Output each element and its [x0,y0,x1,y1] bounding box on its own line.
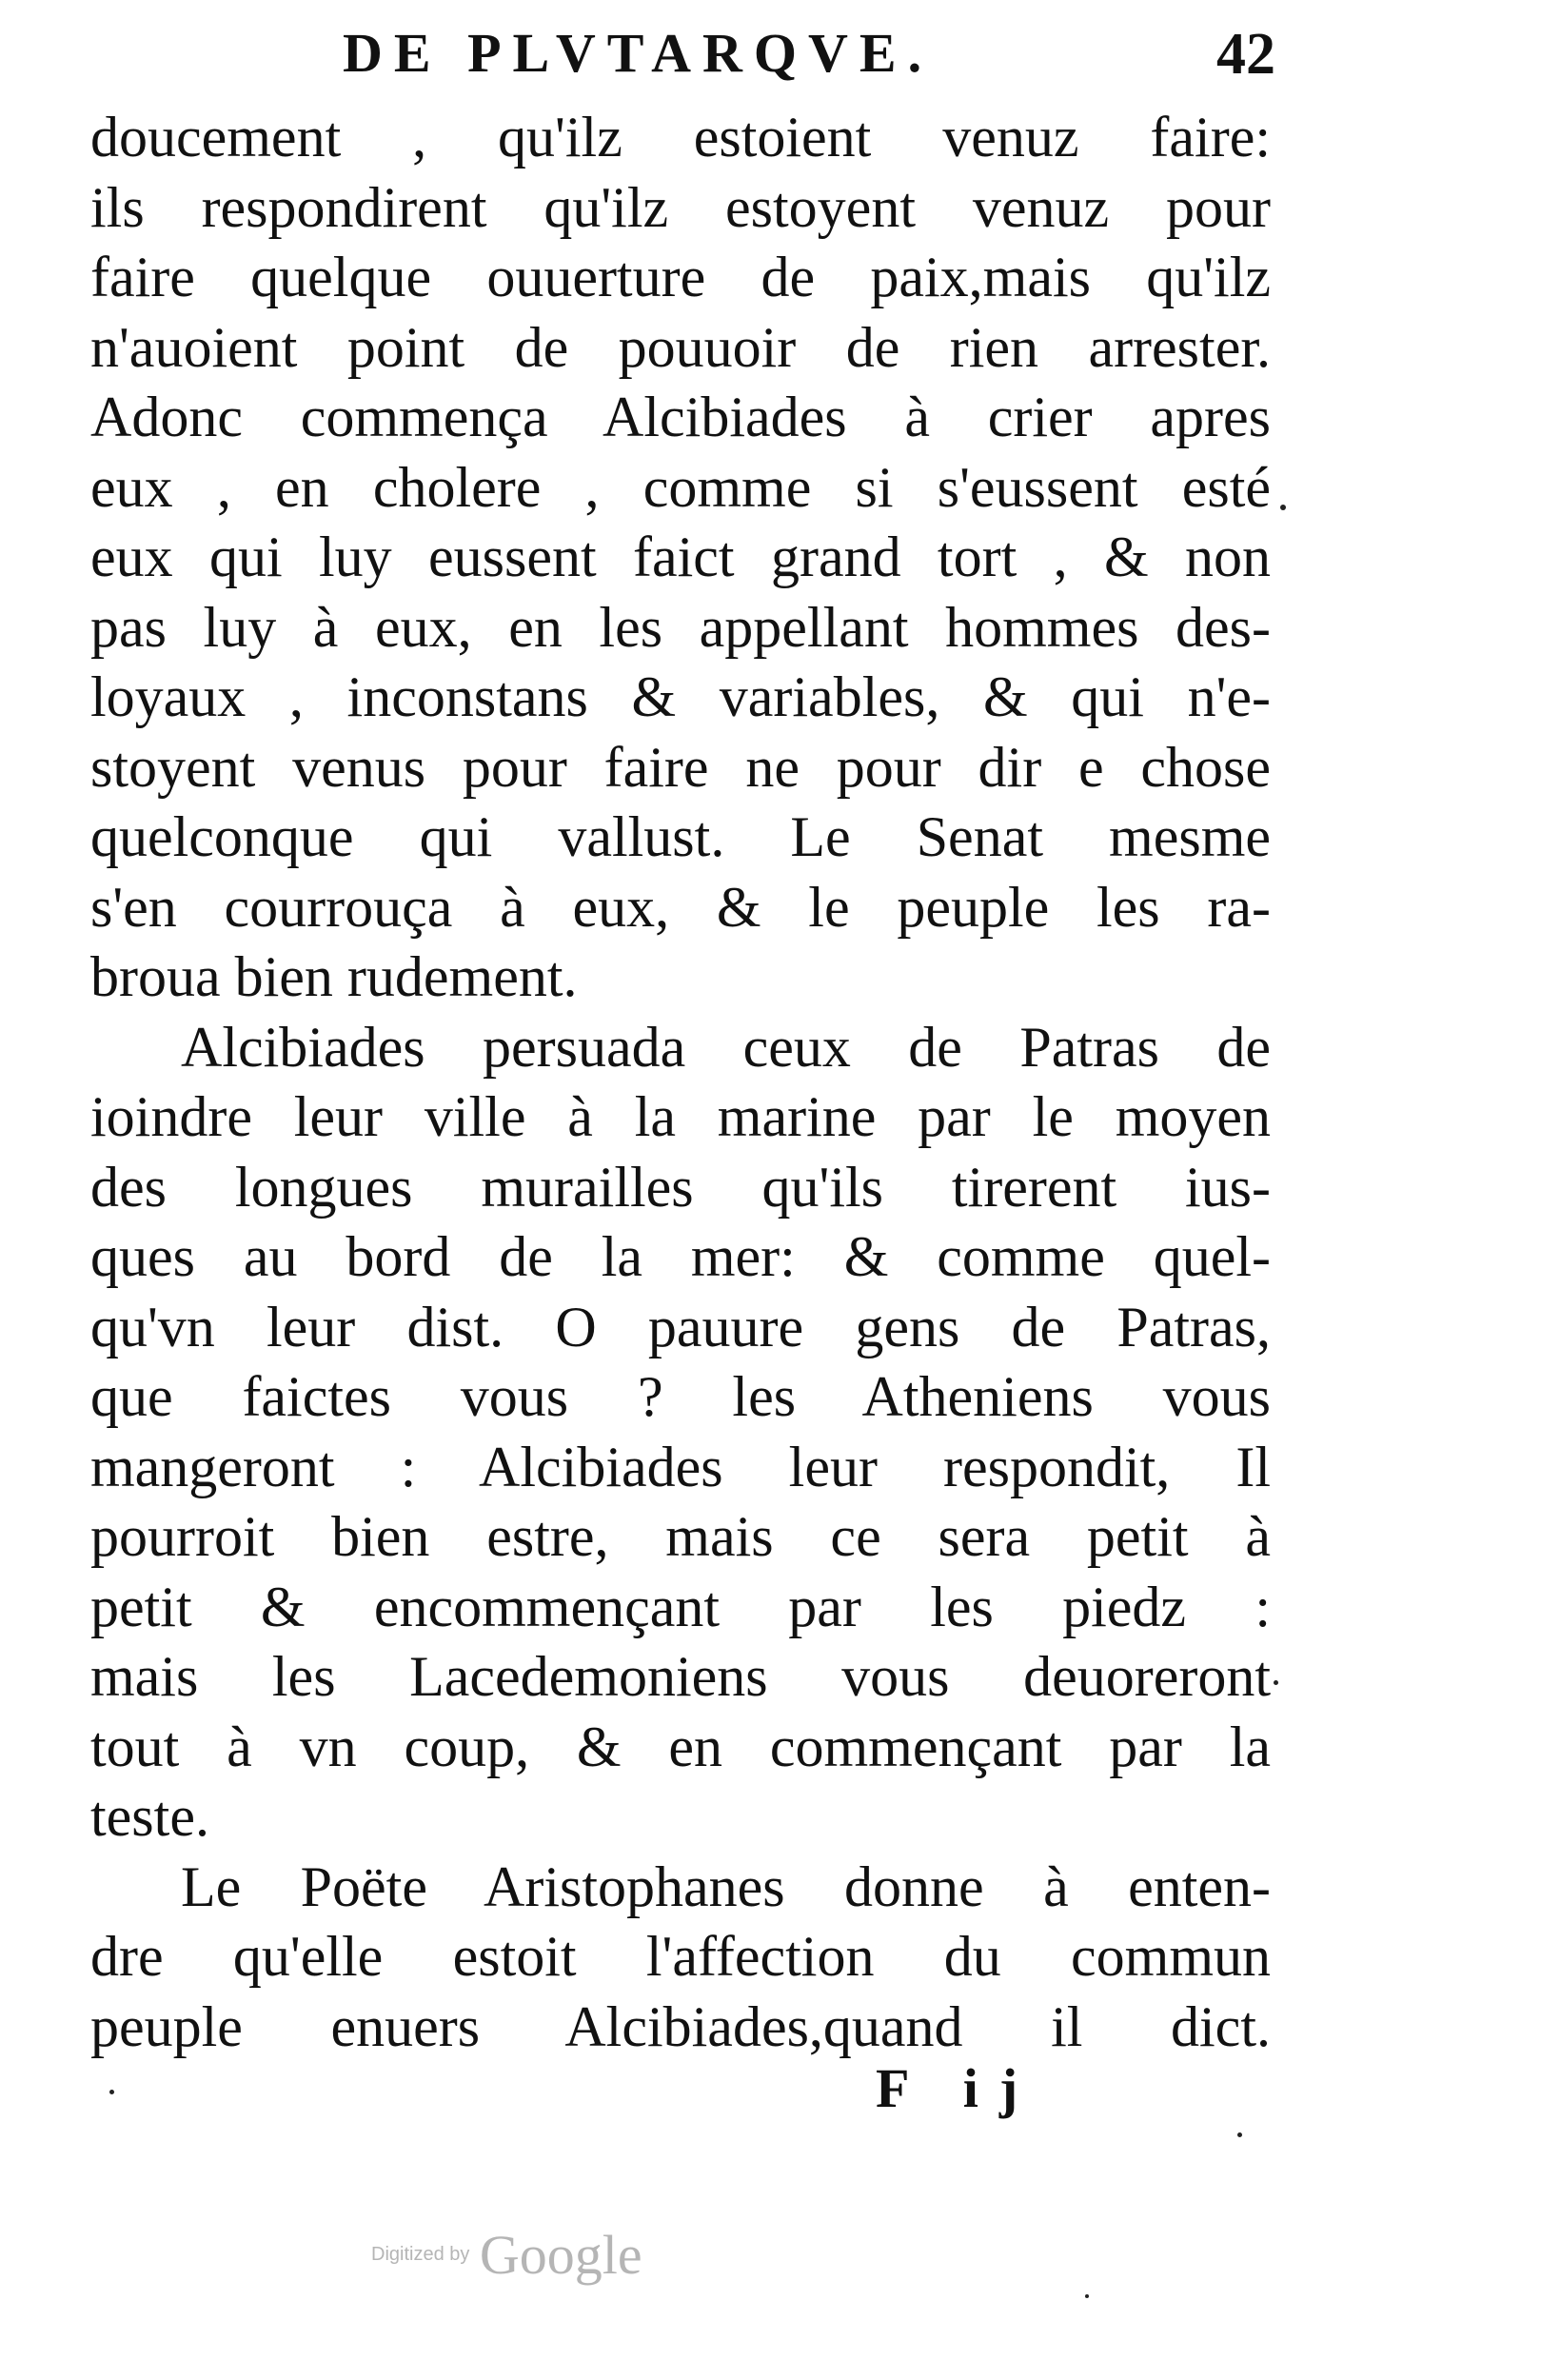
text-line: ioindre leur ville à la marine par le moyen [90,1085,1271,1148]
scan-speck [1237,2132,1242,2137]
text-line: stoyent venus pour faire ne pour dir e chose [90,735,1271,799]
text-line: petit & encommençant par les piedz : [90,1575,1271,1638]
running-head: DE PLVTARQVE. [343,22,934,84]
text-line: ques au bord de la mer: & comme quel- [90,1225,1271,1288]
text-line: Le Poëte Aristophanes donne à enten- [181,1854,1271,1918]
digitized-watermark [371,2223,642,2287]
text-line: loyaux , inconstans & variables, & qui n'e- [90,665,1271,728]
text-line: peuple enuers Alcibiades,quand il dict. [90,1994,1271,2058]
text-line: broua bien rudement. [90,945,578,1008]
text-line: tout à vn coup, & en commençant par la [90,1715,1271,1778]
text-line: eux qui luy eussent faict grand tort , & non [90,526,1271,588]
text-line: s'en courrouça à eux, & le peuple les ra- [90,875,1271,939]
text-line: que faictes vous ? les Atheniens vous [90,1365,1271,1428]
text-line: Alcibiades persuada ceux de Patras de [181,1015,1271,1079]
text-line: quelconque qui vallust. Le Senat mesme [90,805,1271,868]
signature-mark: F ij [876,2057,1039,2119]
scan-speck [109,2090,114,2094]
text-line: Adonc commença Alcibiades à crier apres [90,386,1271,448]
text-line: teste. [90,1785,209,1848]
body-text [90,103,1271,2062]
text-line: ils respondirent qu'ilz estoyent venuz pour [90,175,1271,239]
watermark-prefix: Digitized by [371,2244,470,2265]
text-line: qu'vn leur dist. O pauure gens de Patras, [90,1295,1271,1359]
page-number: 42 [1216,22,1275,87]
text-line: dre qu'elle estoit l'affection du commun [90,1925,1271,1988]
text-line: faire quelque ouuerture de paix,mais qu'ilz [90,246,1271,308]
scan-speck [1280,505,1286,510]
text-line: pas luy à eux, en les appellant hommes des- [90,595,1271,659]
scan-speck [1274,1680,1278,1685]
text-line: pourroit bien estre, mais ce sera petit à [90,1505,1271,1568]
scan-speck [1085,2294,1089,2298]
text-line: des longues murailles qu'ils tirerent ius- [90,1155,1271,1219]
text-line: mangeront : Alcibiades leur respondit, Il [90,1435,1271,1498]
text-line: eux , en cholere , comme si s'eussent esté [90,455,1271,519]
text-line: n'auoient point de pouuoir de rien arrester. [90,315,1271,379]
text-line: doucement , qu'ilz estoient venuz faire: [90,106,1271,169]
page-header [343,21,1275,107]
watermark-brand: Google [479,2224,642,2286]
text-line: mais les Lacedemoniens vous deuoreront [90,1645,1271,1708]
